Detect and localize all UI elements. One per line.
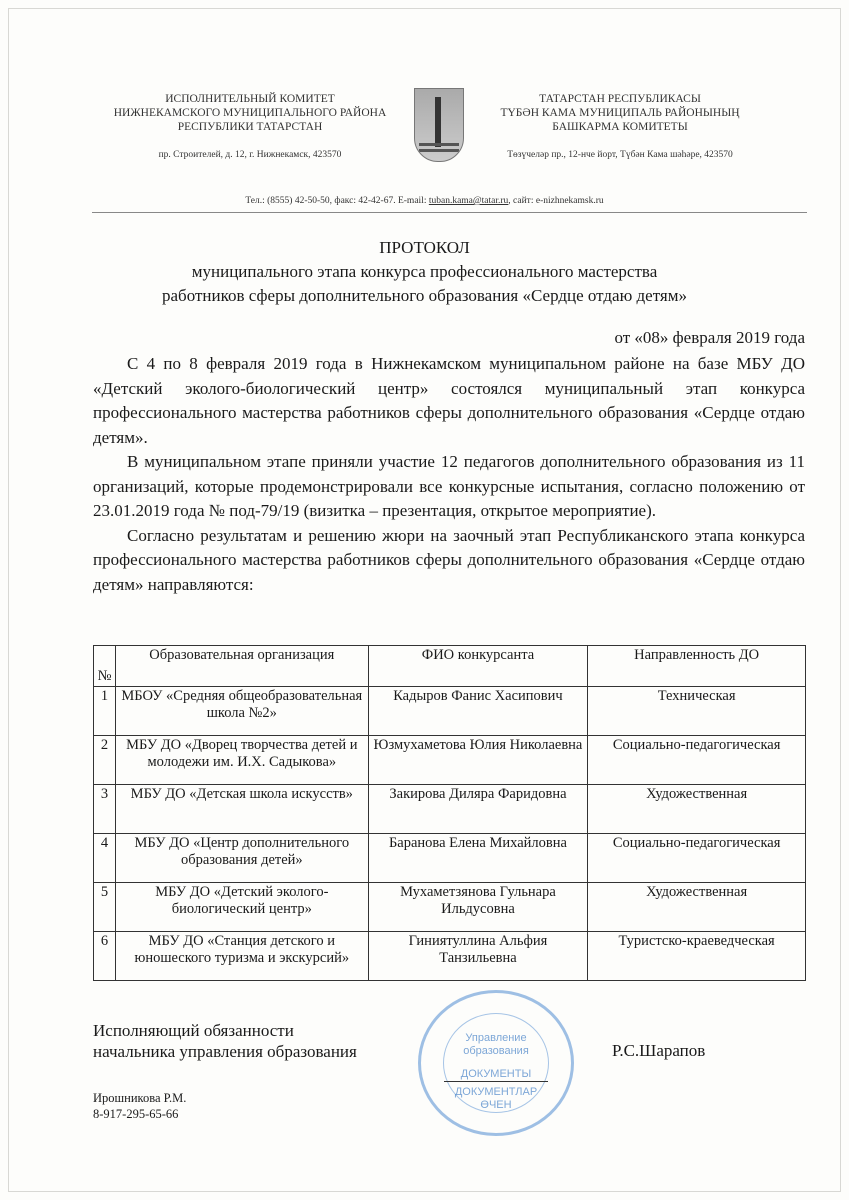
table-header-row [94, 646, 806, 687]
cell-direction: Социально-педагогическая [588, 736, 806, 785]
cell-organization: МБОУ «Средняя общеобразовательная школа №2» [115, 687, 368, 736]
cell-number: 2 [94, 736, 116, 785]
cell-direction: Художественная [588, 883, 806, 932]
document-date: от «08» февраля 2019 года [614, 328, 805, 347]
site-label: , сайт: [508, 196, 536, 206]
org-address: Төзүчеләр пр., 12-нче йорт, Түбән Кама шәһәре, 423570 [507, 150, 733, 160]
cell-number: 5 [94, 883, 116, 932]
document-body [93, 352, 805, 597]
cell-participant: Закирова Диляра Фаридовна [368, 785, 588, 834]
coat-of-arms-emblem [414, 88, 464, 162]
header-divider [92, 212, 807, 213]
paragraph: Согласно результатам и решению жюри на заочный этап Республиканского этапа конкурса профессионального мастерства работников сферы дополнительного образования «Сердце отдаю детям» направляются: [93, 525, 805, 594]
org-name-line: ТАТАРСТАН РЕСПУБЛИКАСЫ [539, 93, 701, 105]
cell-number: 6 [94, 932, 116, 981]
executor-info [93, 1090, 186, 1122]
org-name-line: ИСПОЛНИТЕЛЬНЫЙ КОМИТЕТ [165, 93, 335, 105]
cell-direction: Художественная [588, 785, 806, 834]
table-row [94, 932, 806, 981]
site-link[interactable]: e-nizhnekamsk.ru [535, 196, 604, 206]
cell-participant: Гиниятуллина Альфия Танзильевна [368, 932, 588, 981]
document-title [0, 236, 849, 308]
signatory-line: начальника управления образования [93, 1042, 357, 1061]
contacts-line [0, 196, 849, 206]
cell-organization: МБУ ДО «Центр дополнительного образования детей» [115, 834, 368, 883]
title-line: ПРОТОКОЛ [379, 238, 470, 257]
org-name-line: РЕСПУБЛИКИ ТАТАРСТАН [177, 121, 323, 133]
official-stamp [418, 990, 574, 1136]
stamp-text: Управление образования [463, 1032, 529, 1057]
org-name-line: БАШКАРМА КОМИТЕТЫ [552, 121, 688, 133]
signatory-title [93, 1020, 357, 1062]
email-link[interactable]: tuban.kama@tatar.ru [428, 196, 509, 206]
table-row [94, 736, 806, 785]
signatory-line: Исполняющий обязанности [93, 1021, 294, 1040]
cell-participant: Мухаметзянова Гульнара Ильдусовна [368, 883, 588, 932]
letterhead-left [105, 92, 395, 162]
scan-border [8, 8, 841, 1192]
cell-direction: Техническая [588, 687, 806, 736]
header-number: № [94, 646, 116, 687]
cell-organization: МБУ ДО «Детский эколого-биологический центр» [115, 883, 368, 932]
executor-phone: 8-917-295-65-66 [93, 1107, 179, 1121]
cell-organization: МБУ ДО «Дворец творчества детей и молодежи им. И.Х. Садыкова» [115, 736, 368, 785]
cell-organization: МБУ ДО «Детская школа искусств» [115, 785, 368, 834]
table-row [94, 834, 806, 883]
header-organization: Образовательная организация [115, 646, 368, 687]
results-table [93, 645, 806, 981]
signatory-name: Р.С.Шарапов [612, 1041, 706, 1060]
contacts-phone: Тел.: (8555) 42-50-50, факс: 42-42-67. E-mail: [245, 196, 429, 206]
stamp-text: ДОКУМЕНТЛАР ӨЧЕН [454, 1086, 538, 1111]
table-row [94, 785, 806, 834]
cell-direction: Туристско-краеведческая [588, 932, 806, 981]
cell-direction: Социально-педагогическая [588, 834, 806, 883]
org-name-line: ТҮБӘН КАМА МУНИЦИПАЛЬ РАЙОНЫНЫҢ [500, 107, 740, 119]
org-name-line: НИЖНЕКАМСКОГО МУНИЦИПАЛЬНОГО РАЙОНА [113, 107, 387, 119]
header-direction: Направленность ДО [588, 646, 806, 687]
executor-name: Ирошникова Р.М. [93, 1091, 187, 1105]
cell-participant: Баранова Елена Михайловна [368, 834, 588, 883]
cell-participant: Юзмухаметова Юлия Николаевна [368, 736, 588, 785]
stamp-text: ДОКУМЕНТЫ [444, 1068, 548, 1082]
table-row [94, 883, 806, 932]
title-line: муниципального этапа конкурса профессионального мастерства [191, 262, 658, 281]
header-participant: ФИО конкурсанта [368, 646, 588, 687]
org-address: пр. Строителей, д. 12, г. Нижнекамск, 423570 [158, 150, 342, 160]
cell-number: 3 [94, 785, 116, 834]
title-line: работников сферы дополнительного образования «Сердце отдаю детям» [162, 286, 687, 305]
cell-number: 4 [94, 834, 116, 883]
cell-number: 1 [94, 687, 116, 736]
paragraph: С 4 по 8 февраля 2019 года в Нижнекамском муниципальном районе на базе МБУ ДО «Детский эколого-биологический центр» состоялся муниципальный этап конкурса профессионального мастерства работников сферы дополнительного образования «Сердце отдаю детям». [93, 354, 805, 447]
cell-organization: МБУ ДО «Станция детского и юношеского туризма и экскурсий» [115, 932, 368, 981]
paragraph: В муниципальном этапе приняли участие 12 педагогов дополнительного образования из 11 организаций, которые продемонстрировали все конкурсные испытания, согласно положению от 23.01.2019 года № под-79/19 (визитка – презентация, открытое мероприятие). [93, 452, 805, 520]
cell-participant: Кадыров Фанис Хасипович [368, 687, 588, 736]
letterhead-right [470, 92, 770, 162]
table-row [94, 687, 806, 736]
